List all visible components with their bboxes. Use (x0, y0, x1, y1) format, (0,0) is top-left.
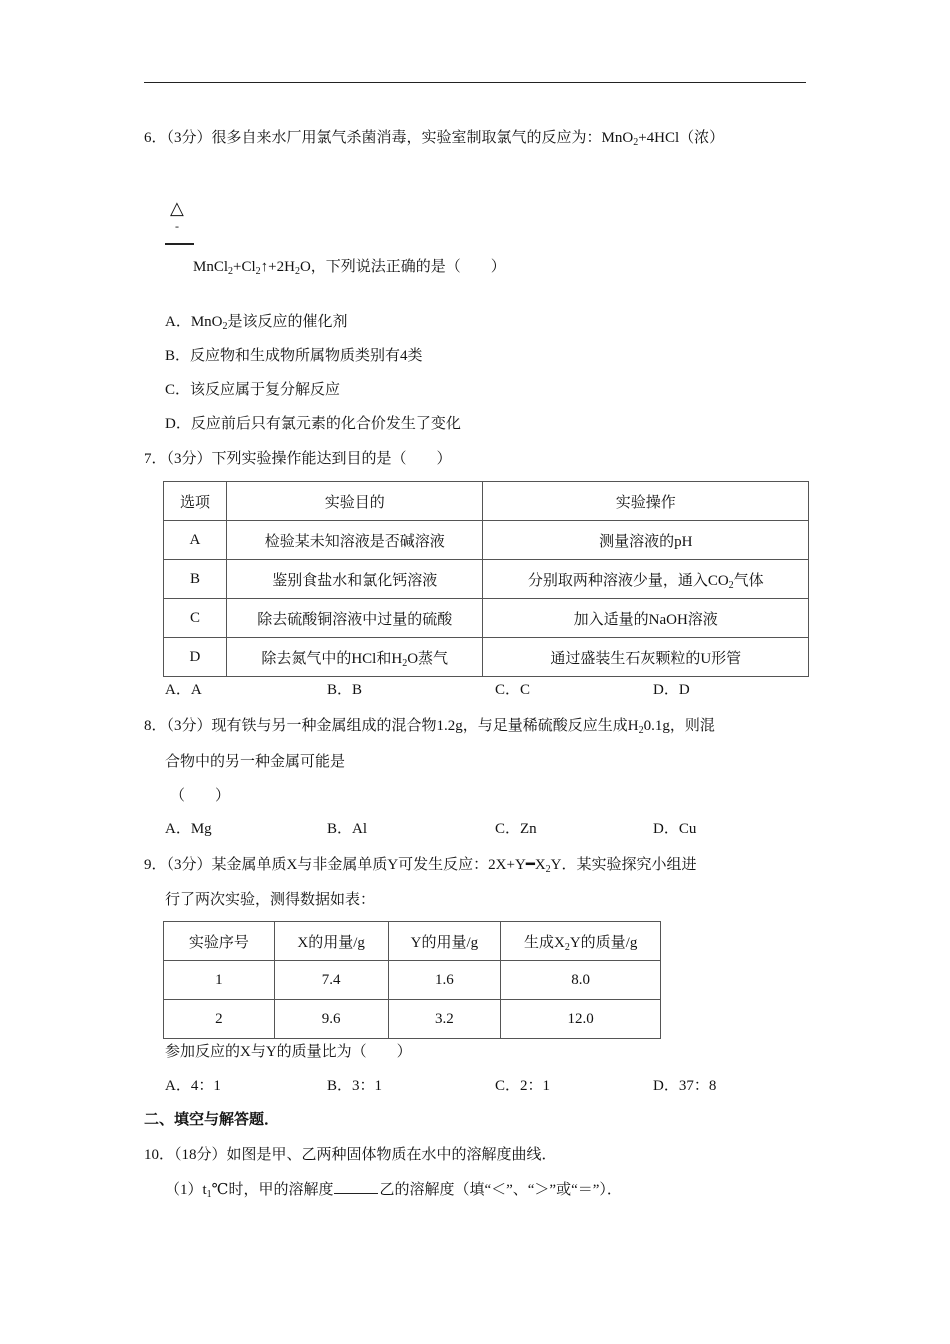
q8-answer-d: D．Cu (653, 821, 697, 837)
table-cell: 9.6 (274, 1000, 388, 1039)
q6-option-a: A．MnO$_2$是该反应的催化剂 (165, 314, 348, 332)
table-cell: 除去氮气中的HCl和$H_2O$蒸气 (226, 638, 483, 677)
q8-answer-c: C．Zn (495, 821, 537, 837)
q9-answer-d: D．37：8 (653, 1078, 717, 1094)
table-cell: 除去硫酸铜溶液中过量的硫酸 (226, 599, 483, 638)
answer-blank[interactable] (334, 1179, 378, 1194)
q7-answer-c: C．C (495, 682, 531, 698)
q6-equation-line2: $MnCl_2+Cl_2↑+2H_2O$，下列说法正确的是（ ） (193, 259, 506, 277)
table-header-cell: 生成$X_2Y$的质量/g (501, 922, 661, 961)
q7-answer-a: A．A (165, 682, 202, 698)
table-row (164, 638, 809, 677)
q6-condition-dash: - (175, 219, 179, 233)
table-cell: A (164, 521, 227, 560)
q9-table (163, 921, 661, 1039)
table-header-row (164, 482, 809, 521)
table-header-cell: 选项 (164, 482, 227, 521)
q9-question: 参加反应的X与Y的质量比为（ ） (165, 1044, 412, 1060)
table-cell: 1.6 (388, 961, 501, 1000)
q10-stem: 10．（18分）如图是甲、乙两种固体物质在水中的溶解度曲线． (144, 1147, 557, 1163)
table-cell: C (164, 599, 227, 638)
q10-sub1: $(1)t_1℃$时，甲的溶解度 乙的溶解度（填“＜”、“＞”或“＝”）． (165, 1179, 622, 1200)
table-header-row (164, 922, 661, 961)
table-cell: 3.2 (388, 1000, 501, 1039)
table-cell: B (164, 560, 227, 599)
q6-option-b: B．反应物和生成物所属物质类别有4类 (165, 348, 423, 364)
table-header-cell: 实验操作 (483, 482, 809, 521)
q7-answer-b: B．B (327, 682, 363, 698)
table-cell: 分别取两种溶液少量，通入$CO_2$气体 (483, 560, 809, 599)
table-cell: 12.0 (501, 1000, 661, 1039)
q6-heat-condition: △ (170, 198, 184, 218)
table-row (164, 961, 661, 1000)
table-header-cell: 实验序号 (164, 922, 275, 961)
table-cell: 通过盛装生石灰颗粒的U形管 (483, 638, 809, 677)
table-cell: D (164, 638, 227, 677)
q9-answer-a: A．4：1 (165, 1078, 221, 1094)
q6-stem: 6．（3分）很多自来水厂用氯气杀菌消毒，实验室制取氯气的反应为：MnO$_2$+4HCl（浓） (144, 130, 725, 148)
table-cell: 8.0 (501, 961, 661, 1000)
table-header-cell: 实验目的 (226, 482, 483, 521)
q9-answer-c: C．2：1 (495, 1078, 551, 1094)
q7-answer-d: D．D (653, 682, 690, 698)
table-row (164, 560, 809, 599)
q9-answer-b: B．3：1 (327, 1078, 383, 1094)
table-cell: 检验某未知溶液是否碱溶液 (226, 521, 483, 560)
table-header-cell: Y的用量/g (388, 922, 501, 961)
table-cell: 7.4 (274, 961, 388, 1000)
q8-stem-line1: 8．（3分）现有铁与另一种金属组成的混合物1.2g，与足量稀硫酸反应生成$H_20.1g$，则混 (144, 718, 715, 736)
q8-answer-bracket: （ ） (170, 788, 231, 804)
table-cell: 1 (164, 961, 275, 1000)
q9-stem-line1: 9．（3分）某金属单质X与非金属单质Y可发生反应：$2X+Y━X_2Y$．某实验探究小组进 (144, 857, 697, 875)
table-row (164, 1000, 661, 1039)
table-header-cell: X的用量/g (274, 922, 388, 961)
q7-stem: 7．（3分）下列实验操作能达到目的是（ ） (144, 451, 452, 467)
table-cell: 鉴别食盐水和氯化钙溶液 (226, 560, 483, 599)
table-row (164, 521, 809, 560)
q8-answer-a: A．Mg (165, 821, 212, 837)
q8-answer-b: B．Al (327, 821, 368, 837)
q6-reaction-bar (165, 243, 194, 245)
q7-table (163, 481, 809, 677)
q6-option-c: C．该反应属于复分解反应 (165, 382, 341, 398)
q9-stem-line2: 行了两次实验，测得数据如表： (165, 892, 376, 908)
table-cell: 测量溶液的pH (483, 521, 809, 560)
header-rule (144, 82, 806, 83)
section-title: 二、填空与解答题． (144, 1112, 280, 1128)
q6-option-d: D．反应前后只有氯元素的化合价发生了变化 (165, 416, 461, 432)
table-cell: 2 (164, 1000, 275, 1039)
q8-stem-line2: 合物中的另一种金属可能是 (165, 754, 346, 770)
table-row (164, 599, 809, 638)
table-cell: 加入适量的NaOH溶液 (483, 599, 809, 638)
